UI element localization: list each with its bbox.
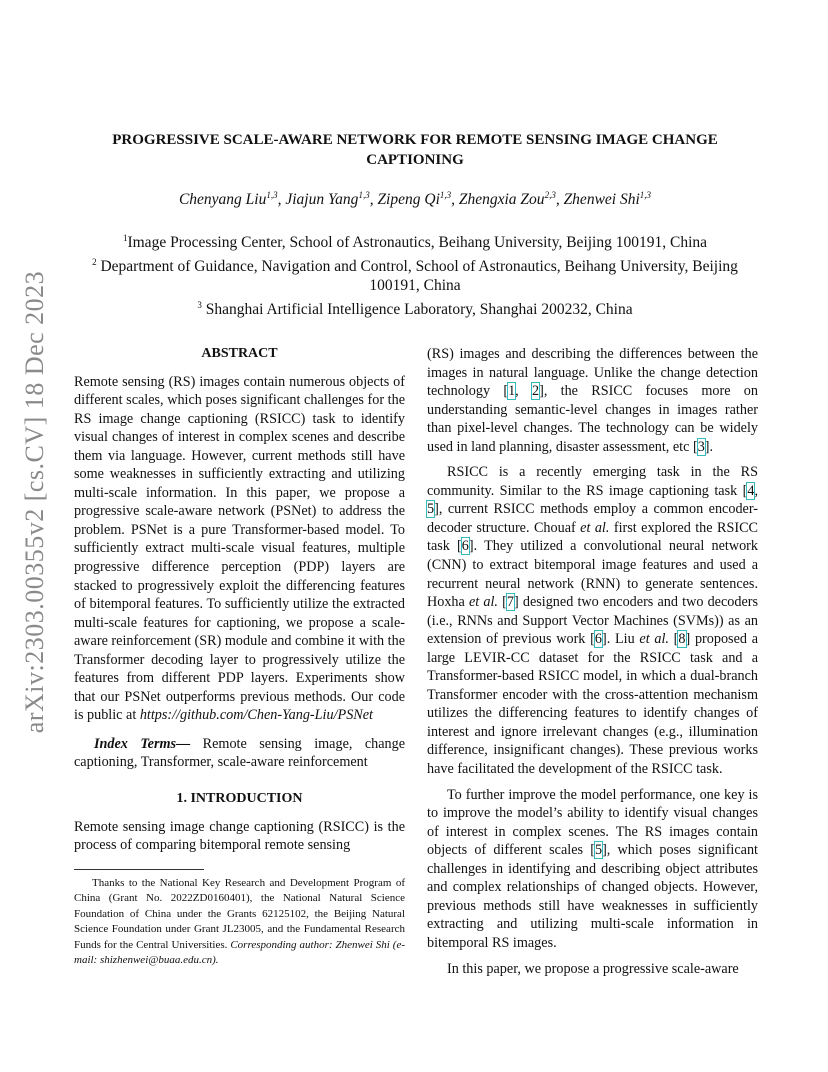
- arxiv-sidebar-stamp: [10, 270, 60, 734]
- citation-link[interactable]: 5: [427, 501, 435, 518]
- abstract-heading: ABSTRACT: [201, 346, 278, 361]
- author-name: Zipeng Qi: [377, 191, 440, 209]
- intro-paragraph-3: To further improve the model performance, one key is to improve the model’s ability to identify visual changes of interest in complex scenes. The RS images contain objects of different scales [5], which poses significant challenges in identifying and describing object attributes and complex relationships of changed objects. However, previous methods still have weaknesses in sufficiently extracting and utilizing multi-scale information in bitemporal RS images.: [427, 786, 759, 951]
- right-column: [427, 345, 758, 978]
- citation-link[interactable]: 4: [747, 482, 755, 499]
- citation-link[interactable]: 3: [697, 438, 705, 455]
- intro-paragraph-1: Remote sensing image change captioning (RSICC) is the process of comparing bitemporal remote sensing: [74, 818, 405, 854]
- intro-paragraph-2: RSICC is a recently emerging task in the RS community. Similar to the RS image captioning task [4, 5], current RSICC methods employ a common encoder-decoder structure. Chouaf et al. first explored the RSICC task [6]. They utilized a convolutional neural network (CNN) to extract bitemporal image features and used a recurrent neural network (RNN) to generate sentences. Hoxha et al. [7] designed two encoders and two decoders (i.e., RNNs and Support Vector Machines (SVMs)) as an extension of previous work [6]. Liu et al. [8] proposed a large LEVIR-CC dataset for the RSICC task and a Transformer-based RSICC model, in which a dual-branch Transformer encoder with the cross-attention mechanism utilizes the differencing features to identify changes of interest and ignore irrelevant changes (e.g., illumination difference, insignificant changes). These previous works have facilitated the development of the RSICC task.: [427, 464, 758, 778]
- paper-title: PROGRESSIVE SCALE-AWARE NETWORK FOR REMOTE SENSING IMAGE CHANGE CAPTIONING: [112, 132, 718, 168]
- author-list: Chenyang Liu$^{1,3}$, Jiajun Yang$^{1,3}$, Zipeng Qi$^{1,3}$, Zhengxia Zou$^{2,3}$, Zhenwei Shi$^{1,3}$: [178, 190, 652, 209]
- affiliation-1: $^1$Image Processing Center, School of Astronautics, Beihang University, Beijing 100191, China: [122, 233, 708, 252]
- citation-link[interactable]: 8: [678, 631, 686, 648]
- citation-link[interactable]: 6: [461, 538, 469, 555]
- citation-link[interactable]: 7: [506, 594, 514, 611]
- author-affil-sup: 1,3: [439, 190, 452, 200]
- author-name: Zhengxia Zou: [458, 191, 545, 209]
- citation-link[interactable]: 1: [508, 383, 516, 400]
- citation-link[interactable]: 5: [594, 842, 603, 859]
- intro-paragraph-cont: (RS) images and describing the differences between the images in natural language. Unlike the change detection technology [1, 2], the RSICC focuses more on understanding semantic-level changes in images rather than pixel-level changes. The technology can be widely used in land planning, disaster assessment, etc [3].: [427, 346, 758, 455]
- funding-footnote: Thanks to the National Key Research and Development Program of China (Grant No. 2022ZD0160401), the National Natural Science Foundation of China under the Grants 62125102, the Beijing Natural Science Foundation under Grant JL23005, and the Fundamental Research Funds for the Central Universities. Corresponding author: Zhenwei Shi (e-mail: shizhenwei@buaa.edu.cn).: [74, 876, 406, 967]
- arxiv-identifier: arXiv:2303.00355v2 [cs.CV] 18 Dec 2023: [20, 270, 49, 734]
- citation-link[interactable]: 2: [531, 383, 540, 400]
- code-link[interactable]: https://github.com/Chen-Yang-Liu/PSNet: [139, 707, 373, 724]
- author-affil-sup: 2,3: [544, 190, 556, 200]
- introduction-heading: 1. INTRODUCTION: [176, 791, 303, 807]
- citation-link[interactable]: 6: [594, 631, 602, 648]
- footnote-rule: [74, 869, 204, 870]
- author-affil-sup: 1,3: [639, 190, 652, 200]
- index-terms: Index Terms— Remote sensing image, change captioning, Transformer, scale-aware reinforcement: [74, 735, 406, 771]
- intro-paragraph-4: In this paper, we propose a progressive scale-aware: [447, 960, 739, 977]
- affiliation-3: $^3$ Shanghai Artificial Intelligence Laboratory, Shanghai 200232, China: [197, 299, 633, 318]
- author-affil-sup: 1,3: [358, 190, 370, 200]
- left-column: [74, 345, 405, 969]
- author-name: Zhenwei Shi: [563, 191, 640, 209]
- author-name: Chenyang Liu: [178, 191, 267, 209]
- abstract-body: Remote sensing (RS) images contain numerous objects of different scales, which poses significant challenges for the RS image change captioning (RSICC) task to identify visual changes of interest in complex scenes and describe them via language. However, current methods still have some weaknesses in sufficiently extracting and utilizing multi-scale information. In this paper, we propose a progressive scale-aware network (PSNet) to address the problem. PSNet is a pure Transformer-based model. To sufficiently extract multi-scale visual features, multiple progressive difference perception (PDP) layers are stacked to progressively exploit the differencing features of bitemporal features. To sufficiently utilize the extracted multi-scale features for captioning, we propose a scale-aware reinforcement (SR) module and combine it with the Transformer decoding layer to progressively utilize the features from different PDP layers. Experiments show that our PSNet outperforms previous methods. Our code is public at https://github.com/Chen-Yang-Liu/PSNet: [74, 373, 405, 724]
- affiliations: [70, 229, 760, 319]
- affiliation-2: $^2$ Department of Guidance, Navigation and Control, School of Astronautics, Beihang University, Beijing 100191, China: [92, 256, 738, 295]
- author-affil-sup: 1,3: [266, 190, 278, 200]
- author-name: Jiajun Yang: [285, 191, 359, 209]
